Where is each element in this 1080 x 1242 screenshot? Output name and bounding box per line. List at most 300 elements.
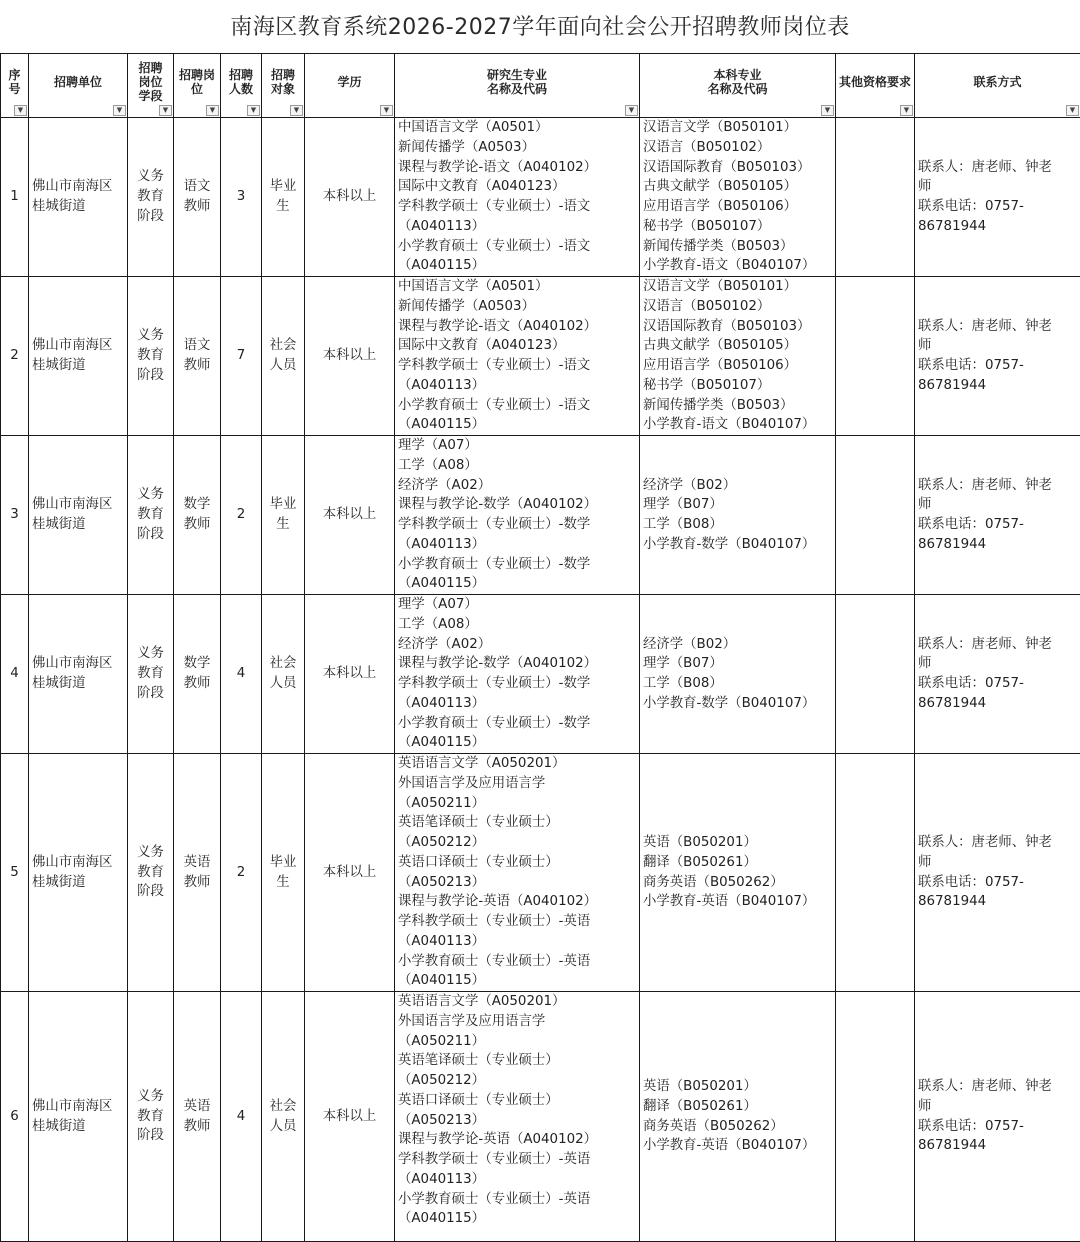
- bach-major-line: 商务英语（B050262）: [643, 1117, 835, 1137]
- filter-dropdown-icon[interactable]: ▼: [380, 105, 393, 116]
- cell-edu: [305, 992, 395, 1242]
- contact-line: 联系人：唐老师、钟老: [918, 158, 1080, 178]
- bach-major-line: 汉语言文学（B050101）: [643, 118, 835, 138]
- header-count-line: 人数: [223, 82, 259, 96]
- bach-major-line: 汉语国际教育（B050103）: [643, 317, 835, 337]
- recruitment-table: [0, 53, 1080, 1242]
- contact-line: 联系人：唐老师、钟老: [918, 476, 1080, 496]
- cell-count-text: 4: [237, 1109, 246, 1124]
- header-contact-label: 联系方式: [915, 75, 1080, 97]
- grad-major-line: 新闻传播学（A0503）: [398, 297, 639, 317]
- filter-dropdown-icon[interactable]: ▼: [290, 105, 303, 116]
- cell-target: [262, 436, 305, 595]
- table-row: [1, 754, 1080, 992]
- grad-major-line: （A040115）: [398, 256, 639, 276]
- cell-contact: [915, 754, 1080, 992]
- header-target-line: 招聘: [264, 68, 302, 82]
- cell-seq: [1, 595, 29, 754]
- cell-stage-line: 阶段: [128, 525, 173, 545]
- bach-major-line: 新闻传播学类（B0503）: [643, 237, 835, 257]
- grad-major-line: 小学教育硕士（专业硕士）-英语: [398, 1190, 639, 1210]
- contact-line: 师: [918, 177, 1080, 197]
- bach-major-line: 小学教育-数学（B040107）: [643, 535, 835, 555]
- header-contact: [915, 54, 1080, 118]
- cell-target: [262, 277, 305, 436]
- cell-seq-text: 3: [10, 507, 19, 522]
- bach-major-line: 翻译（B050261）: [643, 853, 835, 873]
- cell-post-line: 教师: [174, 873, 220, 893]
- cell-grad-majors: [395, 277, 640, 436]
- cell-stage-line: 教育: [128, 1107, 173, 1127]
- cell-bach-majors: [640, 595, 836, 754]
- cell-target-line: 毕业: [262, 177, 304, 197]
- cell-count: [221, 118, 262, 277]
- header-seq-line: 序: [3, 68, 26, 82]
- bach-major-line: 翻译（B050261）: [643, 1097, 835, 1117]
- grad-major-line: 课程与教学论-英语（A040102）: [398, 892, 639, 912]
- cell-count: [221, 595, 262, 754]
- grad-major-line: 理学（A07）: [398, 436, 639, 456]
- cell-target-line: 人员: [262, 356, 304, 376]
- cell-bach-majors: [640, 277, 836, 436]
- cell-stage-line: 义务: [128, 1087, 173, 1107]
- grad-major-line: 小学教育硕士（专业硕士）-数学: [398, 555, 639, 575]
- grad-major-line: 理学（A07）: [398, 595, 639, 615]
- cell-unit: [29, 277, 128, 436]
- bach-major-line: 工学（B08）: [643, 674, 835, 694]
- cell-other: [836, 118, 915, 277]
- contact-line: 联系人：唐老师、钟老: [918, 833, 1080, 853]
- cell-contact: [915, 595, 1080, 754]
- header-stage-line: 岗位: [130, 75, 171, 89]
- grad-major-line: 英语笔译硕士（专业硕士）: [398, 1051, 639, 1071]
- grad-major-line: 英语口译硕士（专业硕士）: [398, 1091, 639, 1111]
- cell-count-text: 2: [237, 507, 246, 522]
- cell-edu: [305, 436, 395, 595]
- contact-line: 联系电话：0757-: [918, 515, 1080, 535]
- cell-seq: [1, 118, 29, 277]
- cell-stage-line: 阶段: [128, 366, 173, 386]
- grad-major-line: 英语语言文学（A050201）: [398, 992, 639, 1012]
- grad-major-line: （A050213）: [398, 1111, 639, 1131]
- cell-edu-text: 本科以上: [323, 865, 377, 880]
- cell-unit: [29, 436, 128, 595]
- bach-major-line: 小学教育-英语（B040107）: [643, 892, 835, 912]
- bach-major-line: 理学（B07）: [643, 495, 835, 515]
- bach-major-line: 小学教育-数学（B040107）: [643, 694, 835, 714]
- grad-major-line: （A040113）: [398, 1170, 639, 1190]
- contact-line: 联系人：唐老师、钟老: [918, 317, 1080, 337]
- bach-major-line: 英语（B050201）: [643, 1077, 835, 1097]
- bach-major-line: 小学教育-英语（B040107）: [643, 1136, 835, 1156]
- header-row: [1, 54, 1080, 118]
- header-seq-line: 号: [3, 82, 26, 96]
- cell-stage-line: 阶段: [128, 1126, 173, 1146]
- cell-target-line: 人员: [262, 1117, 304, 1137]
- cell-target-line: 毕业: [262, 495, 304, 515]
- grad-major-line: 英语语言文学（A050201）: [398, 754, 639, 774]
- grad-major-line: （A040113）: [398, 217, 639, 237]
- cell-target-line: 社会: [262, 654, 304, 674]
- grad-major-line: 课程与教学论-语文（A040102）: [398, 317, 639, 337]
- contact-line: 86781944: [918, 535, 1080, 555]
- cell-bach-majors: [640, 992, 836, 1242]
- grad-major-line: 学科教学硕士（专业硕士）-英语: [398, 912, 639, 932]
- bach-major-line: 应用语言学（B050106）: [643, 356, 835, 376]
- cell-target-line: 生: [262, 873, 304, 893]
- cell-post-line: 教师: [174, 356, 220, 376]
- bach-major-line: 古典文献学（B050105）: [643, 336, 835, 356]
- cell-grad-majors: [395, 754, 640, 992]
- header-grad: [395, 54, 640, 118]
- grad-major-line: 课程与教学论-语文（A040102）: [398, 158, 639, 178]
- grad-major-line: （A040113）: [398, 694, 639, 714]
- cell-post-line: 英语: [174, 1097, 220, 1117]
- cell-other: [836, 992, 915, 1242]
- grad-major-line: （A050213）: [398, 873, 639, 893]
- cell-post: [174, 992, 221, 1242]
- table-row: [1, 277, 1080, 436]
- cell-unit: [29, 118, 128, 277]
- cell-bach-majors: [640, 118, 836, 277]
- cell-post: [174, 118, 221, 277]
- cell-unit-line: 桂城街道: [32, 674, 127, 694]
- contact-line: 86781944: [918, 892, 1080, 912]
- contact-line: 联系电话：0757-: [918, 873, 1080, 893]
- bach-major-line: 应用语言学（B050106）: [643, 197, 835, 217]
- grad-major-line: （A050211）: [398, 1032, 639, 1052]
- grad-major-line: 课程与教学论-数学（A040102）: [398, 654, 639, 674]
- contact-line: 师: [918, 495, 1080, 515]
- header-other-label: 其他资格要求: [836, 75, 914, 97]
- cell-post: [174, 436, 221, 595]
- cell-seq-text: 5: [10, 865, 19, 880]
- cell-seq: [1, 754, 29, 992]
- table-body: [1, 118, 1080, 1242]
- table-row: [1, 992, 1080, 1242]
- grad-major-line: 国际中文教育（A040123）: [398, 336, 639, 356]
- header-other: [836, 54, 915, 118]
- grad-major-line: 中国语言文学（A0501）: [398, 277, 639, 297]
- cell-contact: [915, 118, 1080, 277]
- grad-major-line: 小学教育硕士（专业硕士）-语文: [398, 396, 639, 416]
- cell-seq-text: 1: [10, 189, 19, 204]
- cell-other: [836, 595, 915, 754]
- cell-stage: [128, 754, 174, 992]
- header-grad-line: 研究生专业: [397, 68, 637, 82]
- contact-line: 联系电话：0757-: [918, 674, 1080, 694]
- cell-count-text: 7: [237, 348, 246, 363]
- cell-stage-line: 阶段: [128, 207, 173, 227]
- contact-line: 86781944: [918, 217, 1080, 237]
- bach-major-line: 古典文献学（B050105）: [643, 177, 835, 197]
- grad-major-line: （A040113）: [398, 932, 639, 952]
- grad-major-line: 课程与教学论-数学（A040102）: [398, 495, 639, 515]
- grad-major-line: 学科教学硕士（专业硕士）-数学: [398, 674, 639, 694]
- header-unit: [29, 54, 128, 118]
- grad-major-line: 小学教育硕士（专业硕士）-英语: [398, 952, 639, 972]
- cell-stage-line: 教育: [128, 187, 173, 207]
- cell-grad-majors: [395, 992, 640, 1242]
- contact-line: 联系电话：0757-: [918, 1117, 1080, 1137]
- bach-major-line: 小学教育-语文（B040107）: [643, 256, 835, 276]
- cell-count-text: 2: [237, 865, 246, 880]
- cell-stage-line: 教育: [128, 863, 173, 883]
- grad-major-line: 学科教学硕士（专业硕士）-英语: [398, 1150, 639, 1170]
- table-row: [1, 595, 1080, 754]
- grad-major-line: 新闻传播学（A0503）: [398, 138, 639, 158]
- cell-edu-text: 本科以上: [323, 348, 377, 363]
- cell-unit-line: 桂城街道: [32, 1117, 127, 1137]
- cell-unit-line: 佛山市南海区: [32, 1097, 127, 1117]
- cell-stage-line: 义务: [128, 644, 173, 664]
- cell-post: [174, 277, 221, 436]
- bach-major-line: 汉语言（B050102）: [643, 297, 835, 317]
- grad-major-line: （A040115）: [398, 415, 639, 435]
- filter-dropdown-icon[interactable]: ▼: [1066, 105, 1079, 116]
- cell-unit-line: 佛山市南海区: [32, 336, 127, 356]
- page-title: 南海区教育系统2026-2027学年面向社会公开招聘教师岗位表: [0, 0, 1080, 53]
- header-seq: [1, 54, 29, 118]
- grad-major-line: 小学教育硕士（专业硕士）-数学: [398, 714, 639, 734]
- cell-count: [221, 754, 262, 992]
- cell-post: [174, 595, 221, 754]
- grad-major-line: 学科教学硕士（专业硕士）-数学: [398, 515, 639, 535]
- header-edu: [305, 54, 395, 118]
- cell-stage-line: 义务: [128, 326, 173, 346]
- cell-post-line: 英语: [174, 853, 220, 873]
- filter-dropdown-icon[interactable]: ▼: [159, 105, 172, 116]
- cell-post-line: 教师: [174, 515, 220, 535]
- header-edu-label: 学历: [305, 75, 394, 97]
- header-post-line: 招聘岗: [176, 68, 218, 82]
- bach-major-line: 汉语国际教育（B050103）: [643, 158, 835, 178]
- cell-unit: [29, 992, 128, 1242]
- cell-stage-line: 教育: [128, 505, 173, 525]
- bach-major-line: 小学教育-语文（B040107）: [643, 415, 835, 435]
- filter-dropdown-icon[interactable]: ▼: [14, 105, 27, 116]
- filter-dropdown-icon[interactable]: ▼: [625, 105, 638, 116]
- grad-major-line: （A040113）: [398, 535, 639, 555]
- cell-count-text: 4: [237, 666, 246, 681]
- grad-major-line: （A040115）: [398, 1209, 639, 1229]
- cell-stage: [128, 277, 174, 436]
- contact-line: 联系人：唐老师、钟老: [918, 635, 1080, 655]
- cell-stage-line: 义务: [128, 485, 173, 505]
- cell-target-line: 毕业: [262, 853, 304, 873]
- grad-major-line: 英语笔译硕士（专业硕士）: [398, 813, 639, 833]
- table-row: [1, 118, 1080, 277]
- header-count-line: 招聘: [223, 68, 259, 82]
- grad-major-line: 外国语言学及应用语言学: [398, 774, 639, 794]
- cell-other: [836, 436, 915, 595]
- filter-dropdown-icon[interactable]: ▼: [113, 105, 126, 116]
- cell-edu: [305, 118, 395, 277]
- bach-major-line: 英语（B050201）: [643, 833, 835, 853]
- grad-major-line: （A040115）: [398, 733, 639, 753]
- grad-major-line: 课程与教学论-英语（A040102）: [398, 1130, 639, 1150]
- grad-major-line: 国际中文教育（A040123）: [398, 177, 639, 197]
- cell-edu: [305, 754, 395, 992]
- bach-major-line: 秘书学（B050107）: [643, 217, 835, 237]
- cell-target: [262, 754, 305, 992]
- cell-edu-text: 本科以上: [323, 189, 377, 204]
- cell-post-line: 语文: [174, 177, 220, 197]
- cell-bach-majors: [640, 754, 836, 992]
- cell-edu-text: 本科以上: [323, 666, 377, 681]
- grad-major-line: （A050212）: [398, 1071, 639, 1091]
- cell-target: [262, 118, 305, 277]
- cell-contact: [915, 277, 1080, 436]
- cell-seq-text: 4: [10, 666, 19, 681]
- grad-major-line: 工学（A08）: [398, 615, 639, 635]
- cell-edu: [305, 277, 395, 436]
- grad-major-line: 学科教学硕士（专业硕士）-语文: [398, 197, 639, 217]
- cell-other: [836, 754, 915, 992]
- header-grad-line: 名称及代码: [397, 82, 637, 96]
- grad-major-line: （A050211）: [398, 794, 639, 814]
- grad-major-line: 工学（A08）: [398, 456, 639, 476]
- cell-count: [221, 436, 262, 595]
- contact-line: 师: [918, 1097, 1080, 1117]
- grad-major-line: 英语口译硕士（专业硕士）: [398, 853, 639, 873]
- cell-stage-line: 义务: [128, 167, 173, 187]
- cell-post-line: 数学: [174, 654, 220, 674]
- contact-line: 师: [918, 853, 1080, 873]
- grad-major-line: 外国语言学及应用语言学: [398, 1012, 639, 1032]
- contact-line: 师: [918, 654, 1080, 674]
- bach-major-line: 商务英语（B050262）: [643, 873, 835, 893]
- contact-line: 联系人：唐老师、钟老: [918, 1077, 1080, 1097]
- bach-major-line: 汉语言文学（B050101）: [643, 277, 835, 297]
- grad-major-line: 经济学（A02）: [398, 476, 639, 496]
- cell-unit-line: 桂城街道: [32, 197, 127, 217]
- grad-major-line: 小学教育硕士（专业硕士）-语文: [398, 237, 639, 257]
- cell-edu: [305, 595, 395, 754]
- filter-dropdown-icon[interactable]: ▼: [247, 105, 260, 116]
- cell-unit-line: 佛山市南海区: [32, 495, 127, 515]
- cell-target: [262, 992, 305, 1242]
- contact-line: 86781944: [918, 1136, 1080, 1156]
- table-row: [1, 436, 1080, 595]
- cell-other: [836, 277, 915, 436]
- grad-major-line: （A040115）: [398, 971, 639, 991]
- cell-post-line: 教师: [174, 1117, 220, 1137]
- filter-dropdown-icon[interactable]: ▼: [206, 105, 219, 116]
- cell-seq: [1, 277, 29, 436]
- cell-unit-line: 佛山市南海区: [32, 654, 127, 674]
- cell-target-line: 人员: [262, 674, 304, 694]
- cell-grad-majors: [395, 118, 640, 277]
- cell-post-line: 数学: [174, 495, 220, 515]
- header-bach-line: 名称及代码: [642, 82, 833, 96]
- bach-major-line: 经济学（B02）: [643, 476, 835, 496]
- cell-unit-line: 佛山市南海区: [32, 853, 127, 873]
- cell-target-line: 社会: [262, 1097, 304, 1117]
- bach-major-line: 秘书学（B050107）: [643, 376, 835, 396]
- cell-post-line: 教师: [174, 197, 220, 217]
- header-count: [221, 54, 262, 118]
- contact-line: 联系电话：0757-: [918, 356, 1080, 376]
- header-stage: [128, 54, 174, 118]
- contact-line: 联系电话：0757-: [918, 197, 1080, 217]
- header-target-line: 对象: [264, 82, 302, 96]
- cell-edu-text: 本科以上: [323, 1109, 377, 1124]
- cell-post: [174, 754, 221, 992]
- contact-line: 86781944: [918, 694, 1080, 714]
- header-post: [174, 54, 221, 118]
- header-post-line: 位: [176, 82, 218, 96]
- cell-stage: [128, 992, 174, 1242]
- grad-major-line: （A040113）: [398, 376, 639, 396]
- cell-target: [262, 595, 305, 754]
- cell-count-text: 3: [237, 189, 246, 204]
- cell-stage-line: 教育: [128, 664, 173, 684]
- cell-seq: [1, 992, 29, 1242]
- bach-major-line: 工学（B08）: [643, 515, 835, 535]
- cell-unit-line: 桂城街道: [32, 873, 127, 893]
- header-target: [262, 54, 305, 118]
- cell-count: [221, 992, 262, 1242]
- cell-grad-majors: [395, 595, 640, 754]
- cell-stage-line: 教育: [128, 346, 173, 366]
- header-bach-line: 本科专业: [642, 68, 833, 82]
- bach-major-line: 理学（B07）: [643, 654, 835, 674]
- cell-unit-line: 桂城街道: [32, 515, 127, 535]
- header-unit-label: 招聘单位: [29, 75, 127, 97]
- cell-stage: [128, 595, 174, 754]
- cell-target-line: 生: [262, 515, 304, 535]
- bach-major-line: 汉语言（B050102）: [643, 138, 835, 158]
- cell-count: [221, 277, 262, 436]
- header-stage-line: 招聘: [130, 61, 171, 75]
- cell-edu-text: 本科以上: [323, 507, 377, 522]
- header-stage-line: 学段: [130, 89, 171, 103]
- cell-stage: [128, 436, 174, 595]
- contact-line: 师: [918, 336, 1080, 356]
- cell-target-line: 生: [262, 197, 304, 217]
- cell-contact: [915, 436, 1080, 595]
- cell-post-line: 语文: [174, 336, 220, 356]
- cell-target-line: 社会: [262, 336, 304, 356]
- cell-unit: [29, 595, 128, 754]
- contact-line: 86781944: [918, 376, 1080, 396]
- cell-stage-line: 义务: [128, 843, 173, 863]
- filter-dropdown-icon[interactable]: ▼: [900, 105, 913, 116]
- cell-seq-text: 6: [10, 1109, 19, 1124]
- cell-post-line: 教师: [174, 674, 220, 694]
- bach-major-line: 经济学（B02）: [643, 635, 835, 655]
- cell-stage-line: 阶段: [128, 882, 173, 902]
- cell-grad-majors: [395, 436, 640, 595]
- cell-stage-line: 阶段: [128, 684, 173, 704]
- cell-stage: [128, 118, 174, 277]
- cell-seq: [1, 436, 29, 595]
- cell-bach-majors: [640, 436, 836, 595]
- cell-unit: [29, 754, 128, 992]
- cell-unit-line: 佛山市南海区: [32, 177, 127, 197]
- grad-major-line: 学科教学硕士（专业硕士）-语文: [398, 356, 639, 376]
- header-bach: [640, 54, 836, 118]
- grad-major-line: 中国语言文学（A0501）: [398, 118, 639, 138]
- cell-seq-text: 2: [10, 348, 19, 363]
- cell-contact: [915, 992, 1080, 1242]
- bach-major-line: 新闻传播学类（B0503）: [643, 396, 835, 416]
- cell-unit-line: 桂城街道: [32, 356, 127, 376]
- grad-major-line: （A050212）: [398, 833, 639, 853]
- grad-major-line: （A040115）: [398, 574, 639, 594]
- filter-dropdown-icon[interactable]: ▼: [821, 105, 834, 116]
